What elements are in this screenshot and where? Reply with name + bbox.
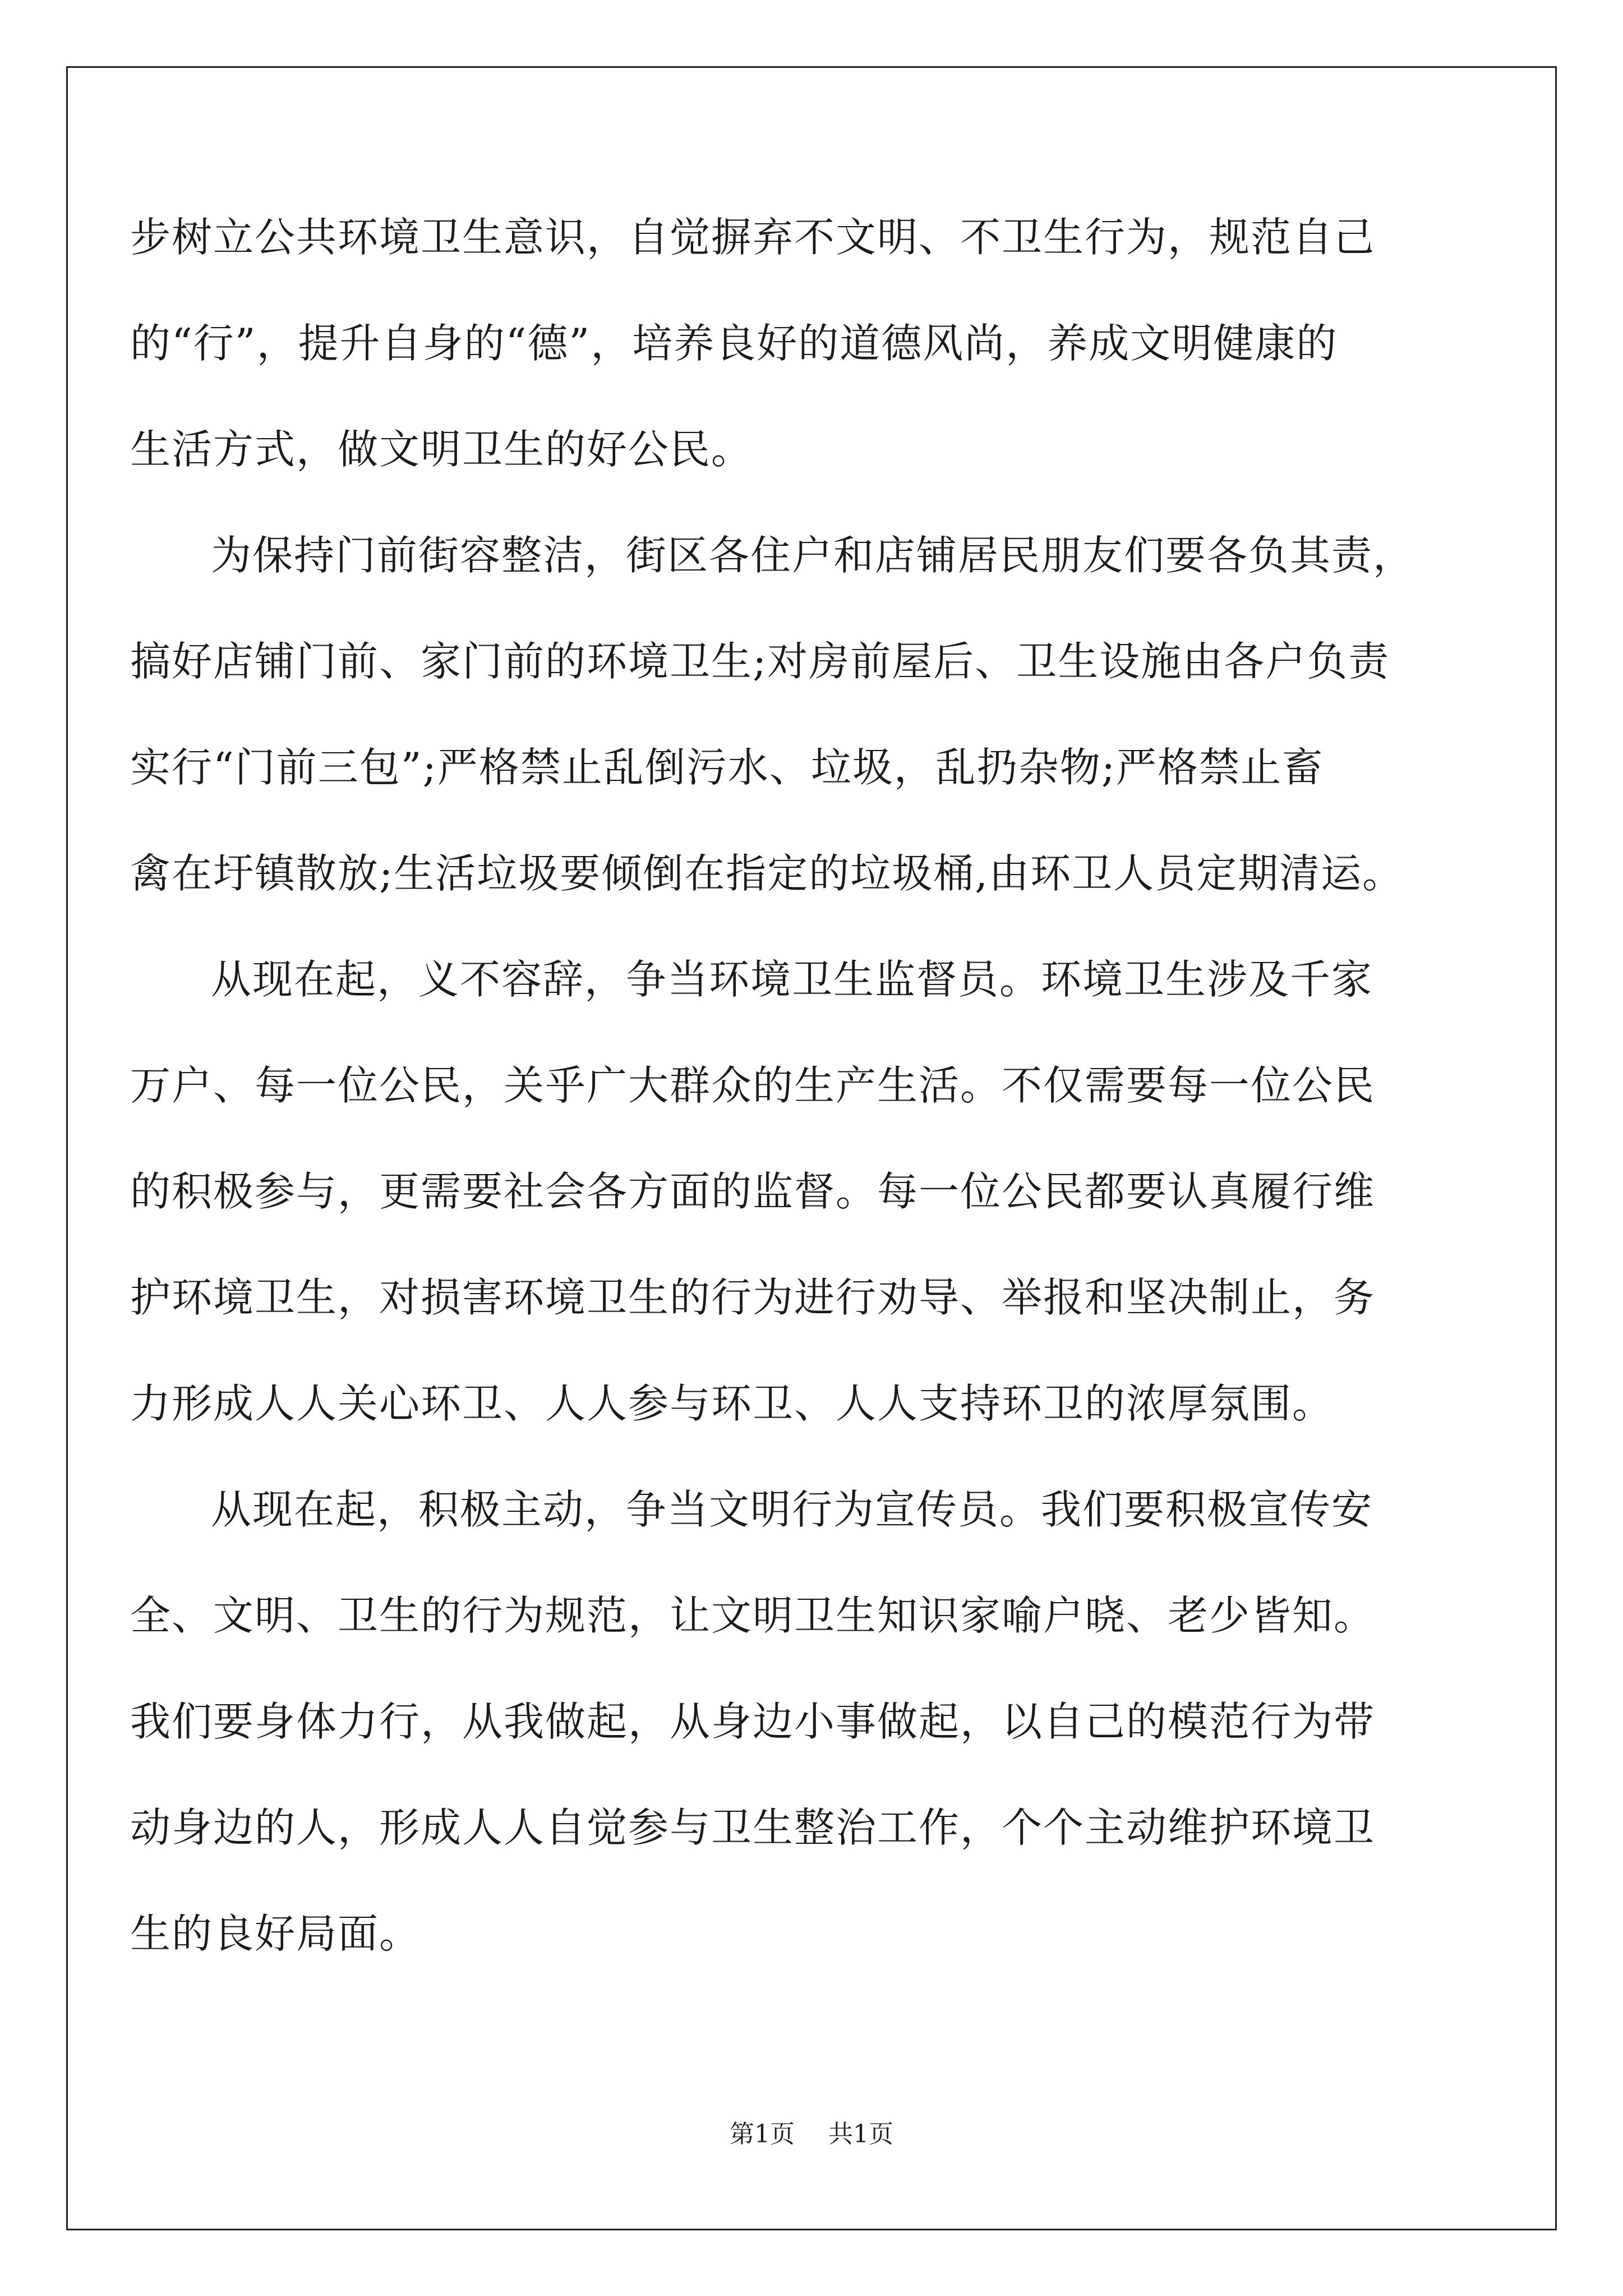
text-line: 搞好店铺门前、家门前的环境卫生;对房前屋后、卫生设施由各户负责 bbox=[130, 638, 1390, 685]
text-line: 步树立公共环境卫生意识，自觉摒弃不文明、不卫生行为，规范自己 bbox=[130, 214, 1376, 261]
text-line: 护环境卫生，对损害环境卫生的行为进行劝导、举报和坚决制止，务 bbox=[130, 1274, 1376, 1321]
paragraph-start-line: 从现在起，积极主动，争当文明行为宣传员。我们要积极宣传安 bbox=[211, 1486, 1373, 1533]
text-line: 我们要身体力行，从我做起，从身边小事做起，以自己的模范行为带 bbox=[130, 1698, 1376, 1745]
text-line: 力形成人人关心环卫、人人参与环卫、人人支持环卫的浓厚氛围。 bbox=[130, 1380, 1334, 1427]
page-number: 第1页 bbox=[730, 2120, 795, 2148]
text-line: 生的良好局面。 bbox=[130, 1910, 421, 1957]
text-line: 的“行”，提升自身的“德”，培养良好的道德风尚，养成文明健康的 bbox=[130, 320, 1338, 367]
page-footer bbox=[0, 2118, 1623, 2151]
text-line: 的积极参与，更需要社会各方面的监督。每一位公民都要认真履行维 bbox=[130, 1168, 1376, 1215]
text-line: 全、文明、卫生的行为规范，让文明卫生知识家喻户晓、老少皆知。 bbox=[130, 1592, 1376, 1639]
paragraph-start-line: 从现在起，义不容辞，争当环境卫生监督员。环境卫生涉及千家 bbox=[211, 956, 1373, 1003]
text-line: 万户、每一位公民，关乎广大群众的生产生活。不仅需要每一位公民 bbox=[130, 1062, 1376, 1109]
text-line: 实行“门前三包”;严格禁止乱倒污水、垃圾，乱扔杂物;严格禁止畜 bbox=[130, 744, 1324, 791]
text-line: 生活方式，做文明卫生的好公民。 bbox=[130, 426, 753, 473]
paragraph-start-line: 为保持门前街容整洁，街区各住户和店铺居民朋友们要各负其责， bbox=[211, 532, 1415, 579]
page-total: 共1页 bbox=[828, 2120, 893, 2148]
text-line: 动身边的人，形成人人自觉参与卫生整治工作，个个主动维护环境卫 bbox=[130, 1804, 1376, 1851]
text-line: 禽在圩镇散放;生活垃圾要倾倒在指定的垃圾桶,由环卫人员定期清运。 bbox=[130, 850, 1404, 897]
